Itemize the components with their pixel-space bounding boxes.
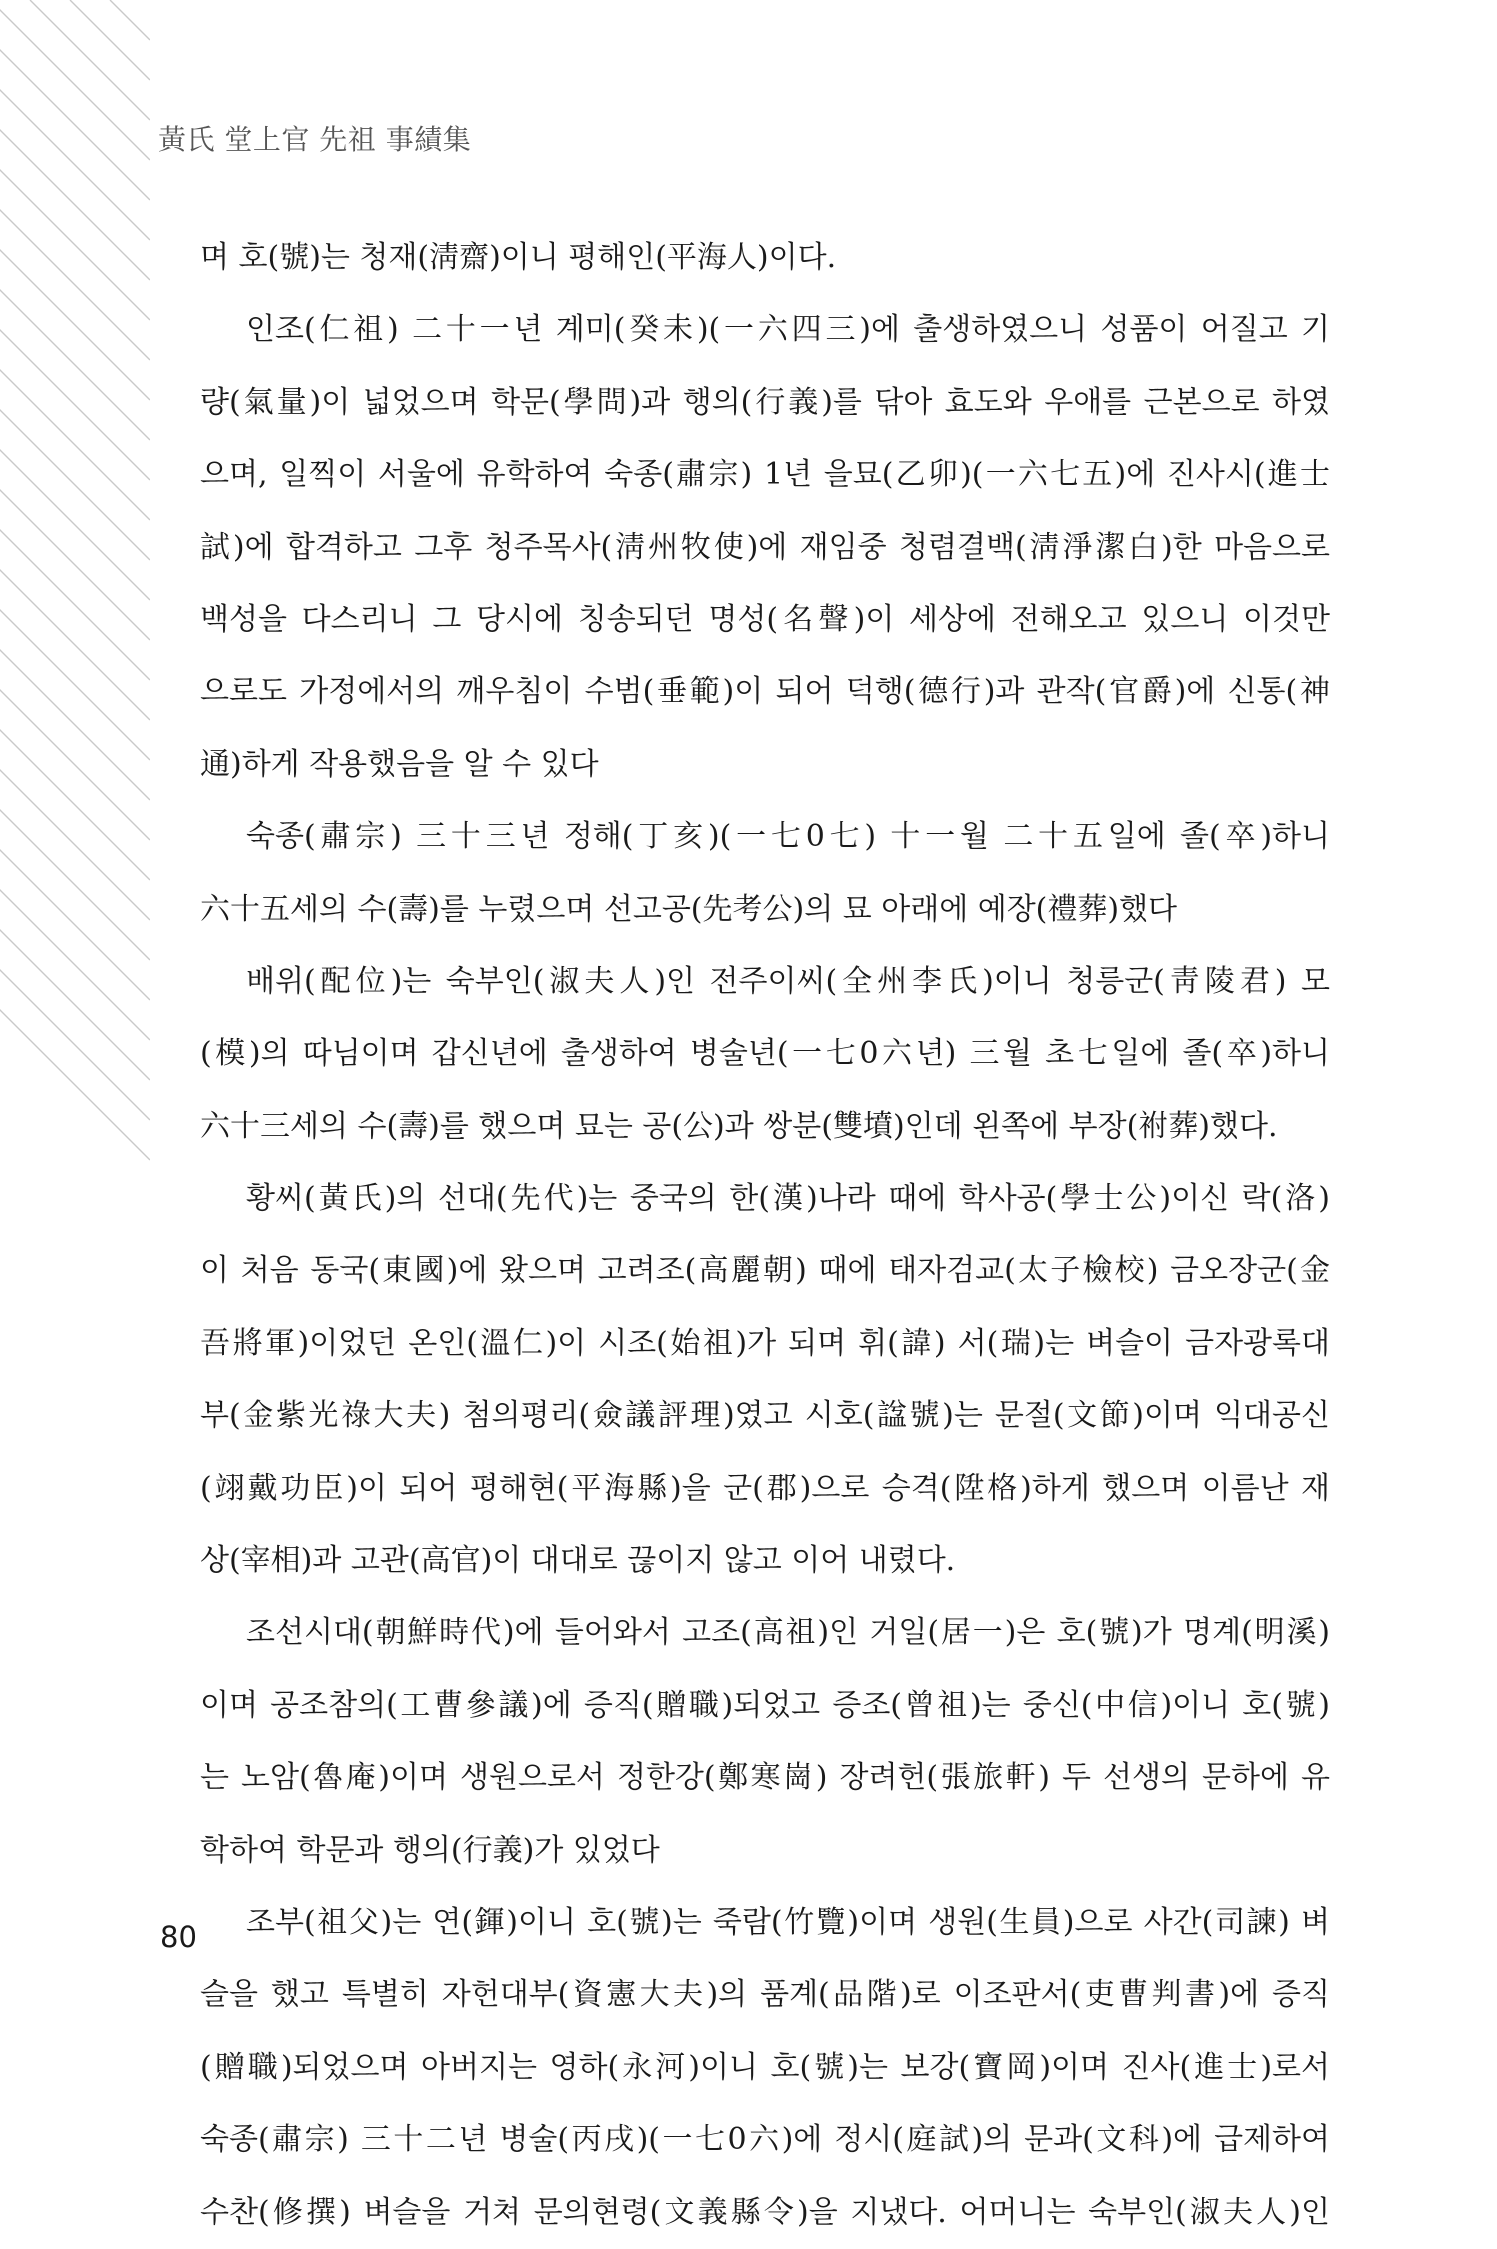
text-line: 通)하게 작용했음을 알 수 있다 bbox=[200, 746, 599, 782]
text-line: 으며, 일찍이 서울에 유학하여 숙종(肅宗) 1년 을묘(乙卯)(一六七五)에 진사시(進士 bbox=[200, 457, 1330, 493]
text-line: (模)의 따님이며 갑신년에 출생하여 병술년(一七0六년) 三월 초七일에 졸(卒)하니 bbox=[200, 1036, 1330, 1072]
text-line: 며 호(號)는 청재(淸齋)이니 평해인(平海人)이다. bbox=[200, 240, 837, 275]
text-line: 량(氣量)이 넓었으며 학문(學問)과 행의(行義)를 닦아 효도와 우애를 근본으로 하였 bbox=[200, 384, 1330, 420]
text-line: 황씨(黃氏)의 선대(先代)는 중국의 한(漢)나라 때에 학사공(學士公)이신 락(洛) bbox=[246, 1181, 1330, 1217]
text-line: 으로도 가정에서의 깨우침이 수범(垂範)이 되어 덕행(德行)과 관작(官爵)에 신통(神 bbox=[200, 674, 1330, 710]
text-line: 상(宰相)과 고관(高官)이 대대로 끊이지 않고 이어 내렸다. bbox=[200, 1543, 956, 1579]
body-text bbox=[200, 222, 1330, 2249]
text-line: 학하여 학문과 행의(行義)가 있었다 bbox=[200, 1832, 660, 1868]
text-line: 試)에 합격하고 그후 청주목사(淸州牧使)에 재임중 청렴결백(淸淨潔白)한 마음으로 bbox=[200, 529, 1330, 565]
text-line: 숙종(肅宗) 三十二년 병술(丙戌)(一七0六)에 정시(庭試)의 문과(文科)에 급제하여 bbox=[200, 2122, 1330, 2158]
page-number: 80 bbox=[160, 1920, 197, 1954]
text-line: 조선시대(朝鮮時代)에 들어와서 고조(高祖)인 거일(居一)은 호(號)가 명계(明溪) bbox=[246, 1615, 1330, 1651]
running-header: 黃氏 堂上官 先祖 事績集 bbox=[158, 123, 472, 156]
text-line: 슬을 했고 특별히 자헌대부(資憲大夫)의 품계(品階)로 이조판서(吏曹判書)에 증직 bbox=[200, 1977, 1330, 2013]
text-line: 이며 공조참의(工曹參議)에 증직(贈職)되었고 증조(曾祖)는 중신(中信)이니 호(號) bbox=[200, 1687, 1330, 1723]
diagonal-stripe-decoration bbox=[0, 0, 150, 1180]
text-line: 배위(配位)는 숙부인(淑夫人)인 전주이씨(全州李氏)이니 청릉군(靑陵君) 모 bbox=[246, 963, 1330, 999]
text-line: 六十五세의 수(壽)를 누렸으며 선고공(先考公)의 묘 아래에 예장(禮葬)했다 bbox=[200, 891, 1178, 927]
text-line: 吾將軍)이었던 온인(溫仁)이 시조(始祖)가 되며 휘(諱) 서(瑞)는 벼슬이 금자광록대 bbox=[200, 1325, 1330, 1361]
text-line: 六十三세의 수(壽)를 했으며 묘는 공(公)과 쌍분(雙墳)인데 왼쪽에 부장(祔葬)했다. bbox=[200, 1108, 1278, 1144]
text-line: 인조(仁祖) 二十一년 계미(癸未)(一六四三)에 출생하였으니 성품이 어질고 기 bbox=[246, 312, 1330, 348]
text-line: 부(金紫光祿大夫) 첨의평리(僉議評理)였고 시호(諡號)는 문절(文節)이며 익대공신 bbox=[200, 1398, 1330, 1434]
text-line: 는 노암(魯庵)이며 생원으로서 정한강(鄭寒崗) 장려헌(張旅軒) 두 선생의 문하에 유 bbox=[200, 1760, 1330, 1796]
text-line: 조부(祖父)는 연(鍕)이니 호(號)는 죽람(竹覽)이며 생원(生員)으로 사간(司諫) 벼 bbox=[246, 1904, 1330, 1940]
text-line: 숙종(肅宗) 三十三년 정해(丁亥)(一七0七) 十一월 二十五일에 졸(卒)하니 bbox=[246, 819, 1330, 855]
text-line: (翊戴功臣)이 되어 평해현(平海縣)을 군(郡)으로 승격(陞格)하게 했으며 이름난 재 bbox=[200, 1470, 1330, 1506]
text-line: 수찬(修撰) 벼슬을 거쳐 문의현령(文義縣令)을 지냈다. 어머니는 숙부인(淑夫人)인 bbox=[200, 2194, 1330, 2230]
text-line: 이 처음 동국(東國)에 왔으며 고려조(高麗朝) 때에 태자검교(太子檢校) 금오장군(金 bbox=[200, 1253, 1330, 1289]
text-line: (贈職)되었으며 아버지는 영하(永河)이니 호(號)는 보강(寶岡)이며 진사(進士)로서 bbox=[200, 2049, 1330, 2085]
text-line: 백성을 다스리니 그 당시에 칭송되던 명성(名聲)이 세상에 전해오고 있으니 이것만 bbox=[200, 601, 1330, 637]
